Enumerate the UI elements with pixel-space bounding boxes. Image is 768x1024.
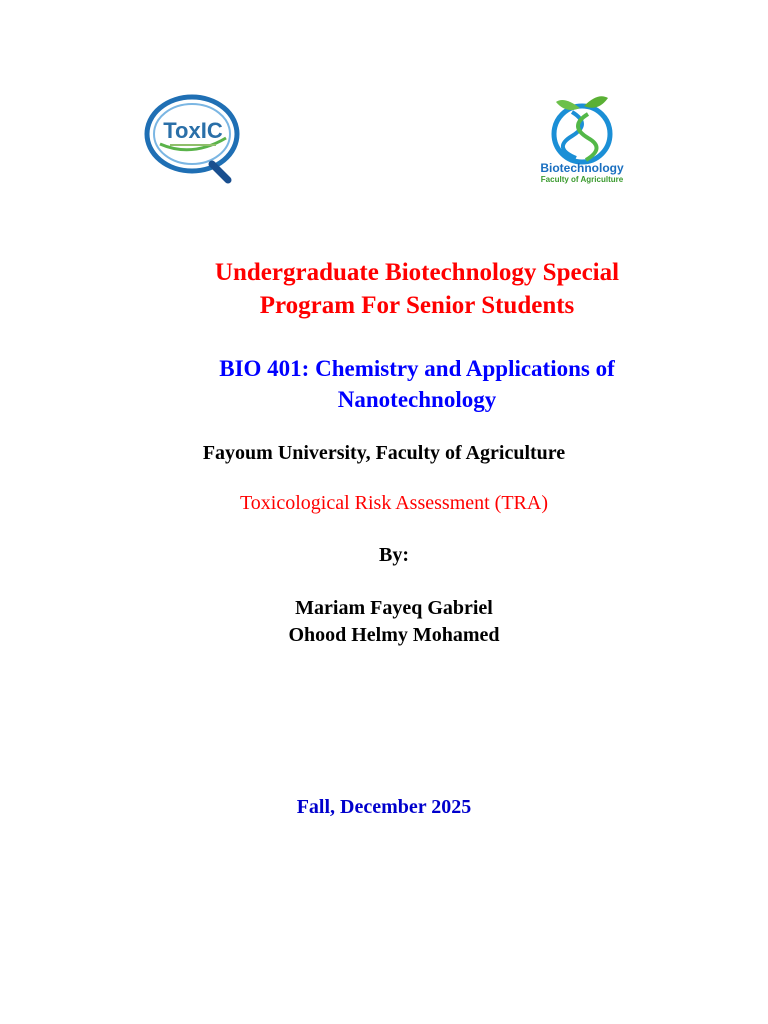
course-title-line-1: BIO 401: Chemistry and Applications of [219,356,615,381]
course-title-line-2: Nanotechnology [337,387,497,412]
toxic-logo-text: ToxIC [163,118,223,143]
program-title-line-2: Program For Senior Students [259,292,575,319]
dna-sprout-icon [528,94,636,186]
biotechnology-logo-name: Biotechnology [540,161,624,175]
author-name: Mariam Fayeq Gabriel [295,597,493,619]
by-label: By: [379,544,409,566]
program-title [215,256,619,322]
toxic-logo-icon [140,92,250,184]
biotechnology-logo-subtitle: Faculty of Agriculture [540,175,624,184]
report-topic: Toxicological Risk Assessment (TRA) [239,492,549,514]
institution: Fayoum University, Faculty of Agriculture [202,442,566,464]
course-title [219,353,615,415]
biotechnology-logo [528,94,636,186]
author-name: Ohood Helmy Mohamed [288,624,500,646]
submission-date: Fall, December 2025 [296,796,472,818]
toxic-logo [140,92,250,184]
program-title-line-1: Undergraduate Biotechnology Special [214,259,620,286]
